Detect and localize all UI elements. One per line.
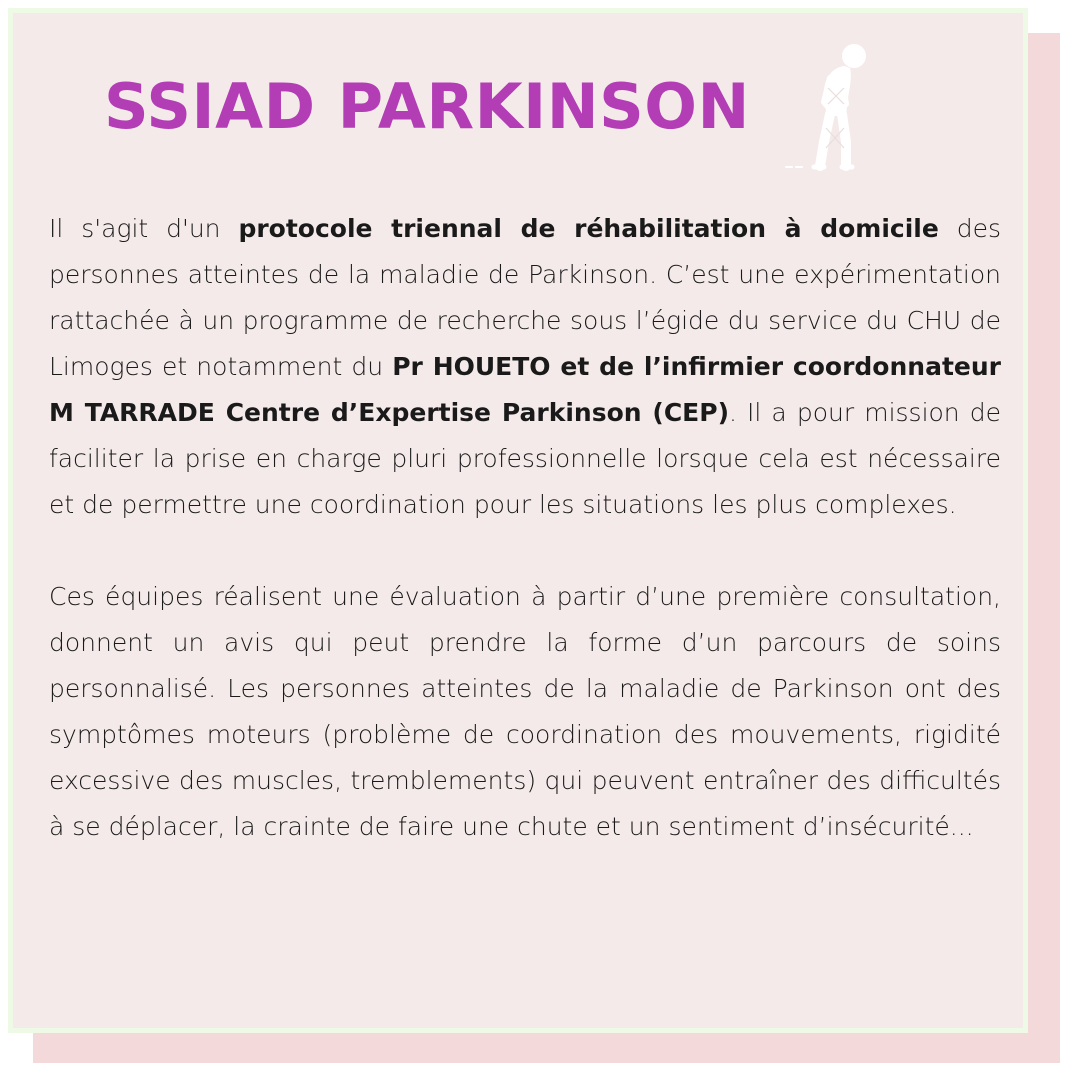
paragraph-1-contacts-emphasis: Pr HOUETO et de l’infirmier coordonnateur M TARRADE Centre d’Expertise Parkinson (CEP) xyxy=(49,352,1001,427)
paragraph-1-mission: . Il a pour mission de faciliter la prise en charge pluri professionnelle lorsque cela est nécessaire et de permettre une coordination pour les situations les plus complexes. xyxy=(49,398,1001,519)
paragraph-1-intro: Il s'agit d'un xyxy=(49,214,239,243)
paragraph-1-description: des personnes atteintes de la maladie de Parkinson. C’est une expérimentation rattachée à un programme de recherche sous l’égide du service du CHU de Limoges et notamment du xyxy=(49,214,1001,381)
paragraph-1 xyxy=(49,206,1001,528)
page-title: SSIAD PARKINSON xyxy=(104,70,750,143)
paragraph-2: Ces équipes réalisent une évaluation à partir d’une première consultation, donnent un avis qui peut prendre la forme d’un parcours de soins personnalisé. Les personnes atteintes de la maladie de Parkinson ont des symptômes moteurs (problème de coordination des mouvements, rigidité excessive des muscles, tremblements) qui peuvent entraîner des difficultés à se déplacer, la crainte de faire une chute et un sentiment d’insécurité... xyxy=(49,582,1001,841)
stooped-person-icon xyxy=(780,38,880,173)
body-text xyxy=(49,206,1001,850)
paragraph-1-protocol-emphasis: protocole triennal de réhabilitation à domicile xyxy=(238,214,939,243)
